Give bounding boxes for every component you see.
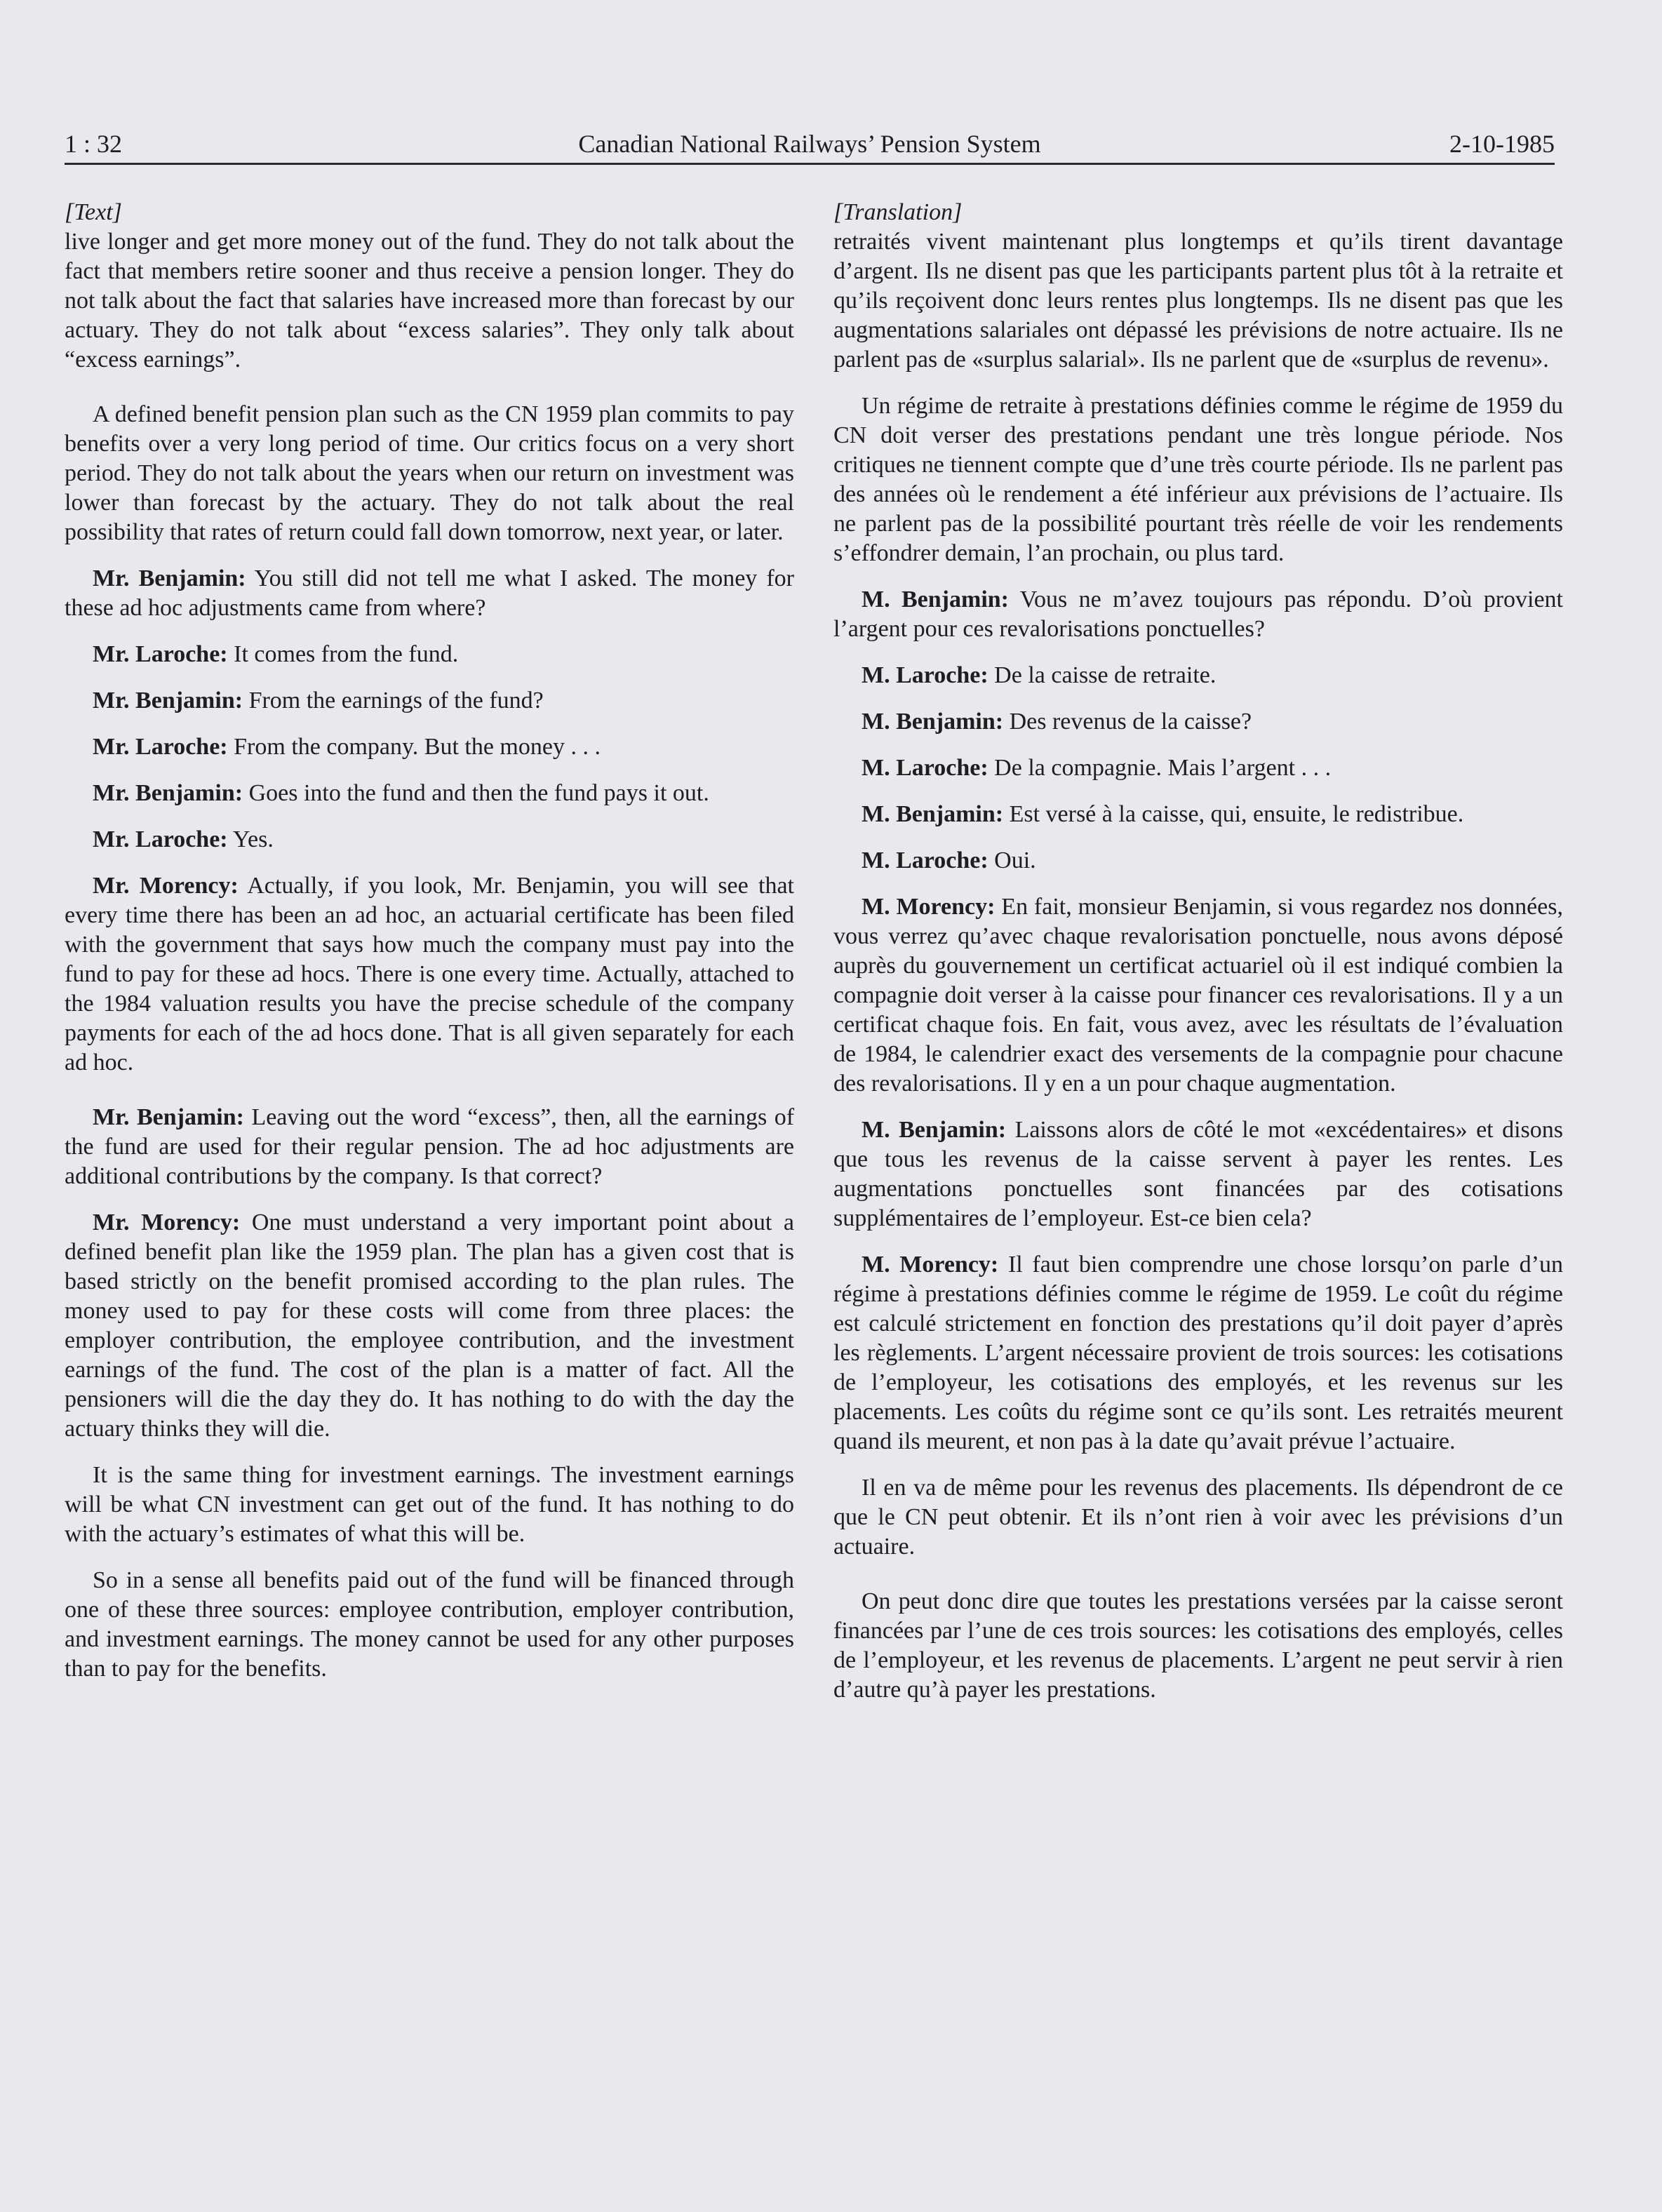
speaker-name: Mr. Morency: (93, 1209, 241, 1235)
speaker-name: Mr. Benjamin: (93, 688, 243, 713)
exchange (833, 892, 1563, 1099)
speaker-name: Mr. Laroche: (93, 734, 228, 760)
exchange (65, 732, 794, 762)
speaker-name: M. Benjamin: (862, 586, 1009, 612)
column-label: [Text] (65, 199, 122, 225)
exchange (65, 564, 794, 623)
running-title: Canadian National Railways’ Pension System (578, 130, 1041, 158)
speech-text: It comes from the fund. (234, 641, 459, 667)
continuation-paragraph: retraités vivent maintenant plus longtemps et qu’ils tirent davantage d’argent. Ils ne disent pas que les participants partent plus tôt à la retraite et qu’ils reçoivent donc leurs rentes plus longtemps. Ils ne disent pas que les augmentations salariales ont dépassé les prévisions de notre actuaire. Ils ne parlent pas de «surplus salarial». Ils ne parlent que de «surplus de revenu». (833, 229, 1563, 373)
header-date: 2-10-1985 (1449, 130, 1555, 158)
page-header (65, 123, 1555, 165)
speech-text: Laissons alors de côté le mot «excédentaires» et disons que tous les revenus de la caisse servent à payer les rentes. Les augmentations ponctuelles sont financées par des cotisations supplémentaires de l’employeur. Est-ce bien cela? (833, 1117, 1564, 1231)
speech-text: Actually, if you look, Mr. Benjamin, you will see that every time there has been an ad hoc, an actuarial certificate has been filed with the government that says how much the company must pay into the fund to pay for these ad hocs. There is one every time. Actually, attached to the 1984 valuation results you have the precise schedule of the company payments for each of the ad hocs done. That is all given separately for each ad hoc. (65, 873, 794, 1075)
column-label: [Translation] (833, 199, 963, 225)
english-column (65, 198, 794, 1701)
body-paragraph: It is the same thing for investment earnings. The investment earnings will be what CN investment can get out of the fund. It has nothing to do with the actuary’s estimates of what this will be. (65, 1462, 794, 1547)
speech-text: Goes into the fund and then the fund pays it out. (248, 780, 709, 806)
speaker-name: Mr. Morency: (93, 873, 239, 899)
continuation-paragraph: live longer and get more money out of the fund. They do not talk about the fact that members retire sooner and thus receive a pension longer. They do not talk about the fact that salaries have increased more than forecast by our actuary. They do not talk about “excess salaries”. They only talk about “excess earnings”. (65, 229, 794, 373)
exchange (65, 640, 794, 669)
exchange (65, 779, 794, 808)
body-paragraph: Il en va de même pour les revenus des placements. Ils dépendront de ce que le CN peut obtenir. Et ils n’ont rien à voir avec les prévisions d’un actuaire. (833, 1475, 1563, 1560)
speaker-name: M. Benjamin: (862, 801, 1004, 827)
exchange (833, 707, 1563, 737)
speaker-name: M. Benjamin: (862, 709, 1004, 735)
exchange (833, 585, 1563, 644)
body-paragraph: So in a sense all benefits paid out of the fund will be financed through one of these three sources: employee contribution, employer contribution, and investment earnings. The money cannot be used for any other purposes than to pay for the benefits. (65, 1567, 794, 1682)
speech-text: From the earnings of the fund? (248, 688, 544, 713)
speech-text: En fait, monsieur Benjamin, si vous regardez nos données, vous verrez qu’avec chaque revalorisation ponctuelle, nous avons déposé auprès du gouvernement un certificat actuariel où il est indiqué combien la compagnie doit verser à la caisse pour financer ces revalorisations. Il y a un certificat chaque fois. En fait, vous avez, avec les résultats de l’évaluation de 1984, le calendrier exact des versements de la compagnie pour chacune des revalorisations. Il y en a un pour chaque augmentation. (833, 894, 1564, 1097)
speaker-name: M. Laroche: (862, 662, 989, 688)
speech-text: From the company. But the money . . . (234, 734, 601, 760)
speaker-name: M. Laroche: (862, 847, 989, 873)
exchange (833, 661, 1563, 690)
speaker-name: Mr. Benjamin: (93, 565, 246, 591)
body-paragraph: A defined benefit pension plan such as the CN 1959 plan commits to pay benefits over a very long period of time. Our critics focus on a very short period. They do not talk about the years when our return on investment was lower than forecast by the actuary. They do not talk about the real possibility that rates of return could fall down tomorrow, next year, or later. (65, 401, 794, 545)
speech-text: Leaving out the word “excess”, then, all the earnings of the fund are used for their regular pension. The ad hoc adjustments are additional contributions by the company. Is that correct? (65, 1104, 795, 1189)
speech-text: Yes. (232, 826, 274, 852)
speech-text: You still did not tell me what I asked. The money for these ad hoc adjustments came from where? (65, 565, 794, 621)
body-paragraph: Un régime de retraite à prestations définies comme le régime de 1959 du CN doit verser des prestations pendant une très longue période. Nos critiques ne tiennent compte que d’une très courte période. Ils ne parlent pas des années où le rendement a été inférieur aux prévisions de l’actuaire. Ils ne parlent pas de la possibilité pourtant très réelle de voir les rendements s’effondrer demain, l’an prochain, ou plus tard. (833, 393, 1563, 566)
exchange (65, 825, 794, 854)
exchange (833, 800, 1563, 829)
speech-text: One must understand a very important point about a defined benefit plan like the 1959 plan. The plan has a given cost that is based strictly on the benefit promised according to the plan rules. The money used to pay for these costs will come from three places: the employer contribution, the employee contribution, and the investment earnings of the fund. The cost of the plan is a matter of fact. All the pensioners will die the day they do. It has nothing to do with the day the actuary thinks they will die. (65, 1209, 794, 1442)
speech-text: De la compagnie. Mais l’argent . . . (994, 755, 1332, 781)
exchange (65, 1208, 794, 1444)
speech-text: Vous ne m’avez toujours pas répondu. D’où provient l’argent pour ces revalorisations ponctuelles? (833, 586, 1564, 642)
speech-text: De la caisse de retraite. (994, 662, 1217, 688)
speech-text: Est versé à la caisse, qui, ensuite, le redistribue. (1009, 801, 1464, 827)
speaker-name: Mr. Laroche: (93, 826, 228, 852)
speaker-name: M. Morency: (862, 1252, 999, 1278)
exchange (65, 1103, 794, 1191)
exchange (833, 846, 1563, 876)
speaker-name: M. Laroche: (862, 755, 989, 781)
exchange (833, 1250, 1563, 1456)
speaker-name: Mr. Benjamin: (93, 1104, 244, 1130)
speaker-name: M. Benjamin: (862, 1117, 1007, 1143)
speech-text: Des revenus de la caisse? (1009, 709, 1252, 735)
exchange (65, 871, 794, 1078)
body-paragraph: On peut donc dire que toutes les prestations versées par la caisse seront financées par l’une de ces trois sources: les cotisations des employés, celles de l’employeur, et les revenus de placements. L’argent ne peut servir à rien d’autre qu’à payer les prestations. (833, 1588, 1563, 1703)
speech-text: Il faut bien comprendre une chose lorsqu’on parle d’un régime à prestations définies comme le régime de 1959. Le coût du régime est calculé strictement en fonction des prestations qu’il doit payer d’après les règlements. L’argent nécessaire provient de trois sources: les cotisations de l’employeur, les cotisations des employés, et les revenus sur les placements. Les coûts du régime sont ce qu’ils sont. Les retraités meurent quand ils meurent, et non pas à la date qu’avait prévue l’actuaire. (833, 1252, 1563, 1454)
exchange (833, 753, 1563, 783)
speech-text: Oui. (994, 847, 1036, 873)
french-column (833, 198, 1563, 1722)
exchange (65, 686, 794, 716)
speaker-name: Mr. Benjamin: (93, 780, 243, 806)
exchange (833, 1115, 1563, 1233)
page-number: 1 : 32 (65, 130, 123, 158)
speaker-name: Mr. Laroche: (93, 641, 228, 667)
speaker-name: M. Morency: (862, 894, 996, 920)
